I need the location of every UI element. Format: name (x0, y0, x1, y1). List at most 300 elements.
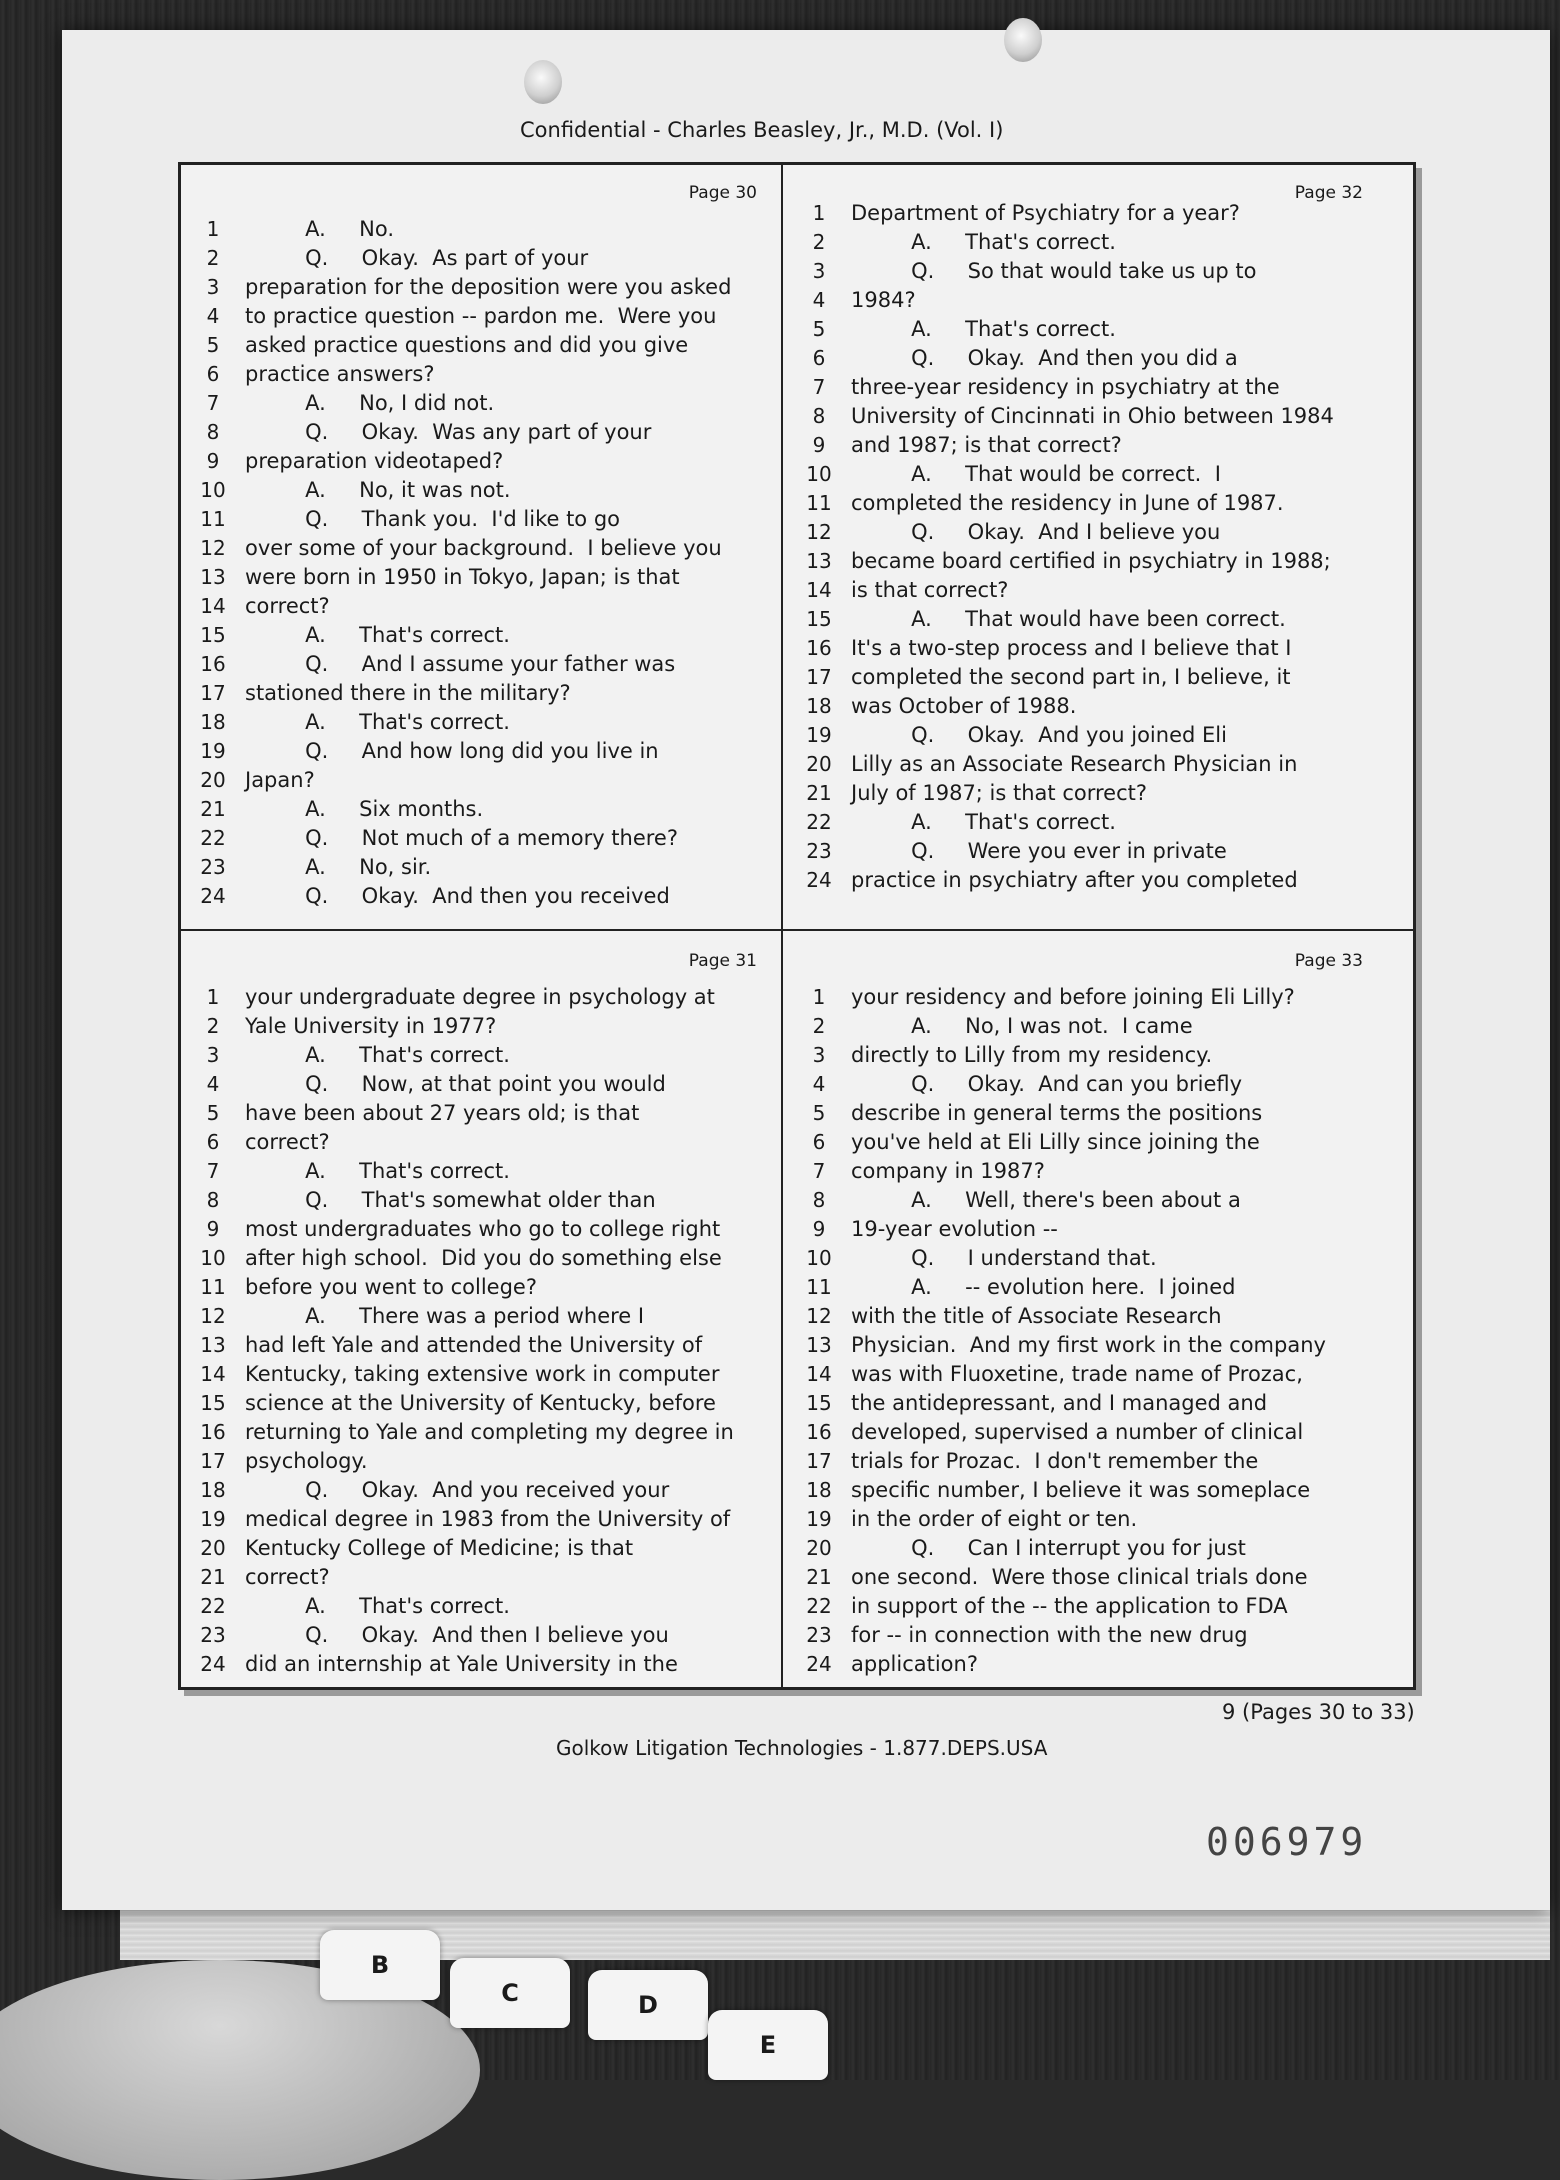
line-text: after high school. Did you do something else (245, 1246, 722, 1270)
transcript-line (193, 1041, 768, 1070)
line-number: 6 (812, 1130, 826, 1154)
transcript-line (193, 1012, 768, 1041)
line-number: 22 (806, 810, 832, 834)
line-text: correct? (245, 1565, 330, 1589)
line-text: A. That would be correct. I (851, 462, 1221, 486)
line-text: Q. So that would take us up to (851, 259, 1257, 283)
transcript-line (193, 302, 768, 331)
line-number: 1 (206, 217, 220, 241)
transcript-line (193, 983, 768, 1012)
transcript-line (193, 1244, 768, 1273)
index-tab-b[interactable]: B (320, 1930, 440, 2000)
line-text: did an internship at Yale University in the (245, 1652, 678, 1676)
line-number: 21 (200, 797, 226, 821)
line-number: 2 (206, 1014, 220, 1038)
line-number: 4 (206, 304, 220, 328)
line-text: Department of Psychiatry for a year? (851, 201, 1240, 225)
transcript-line (193, 1331, 768, 1360)
line-number: 5 (812, 1101, 826, 1125)
line-number: 22 (806, 1594, 832, 1618)
line-text: Q. Can I interrupt you for just (851, 1536, 1246, 1560)
line-number: 2 (812, 230, 826, 254)
line-number: 21 (806, 781, 832, 805)
line-text: University of Cincinnati in Ohio between 1984 (851, 404, 1334, 428)
line-number: 17 (200, 681, 226, 705)
line-text: A. -- evolution here. I joined (851, 1275, 1236, 1299)
transcript-line (799, 1418, 1374, 1447)
transcript-line (193, 650, 768, 679)
document-header-title: Confidential - Charles Beasley, Jr., M.D. (Vol. I) (520, 118, 1004, 142)
line-text: A. That's correct. (245, 1043, 510, 1067)
line-text: preparation for the deposition were you asked (245, 275, 732, 299)
transcript-line (193, 389, 768, 418)
line-number: 23 (200, 855, 226, 879)
transcript-line (193, 1186, 768, 1215)
transcript-line (799, 663, 1374, 692)
page-panel-31 (181, 933, 771, 1693)
transcript-line (193, 621, 768, 650)
line-text: most undergraduates who go to college right (245, 1217, 721, 1241)
line-text: Kentucky, taking extensive work in computer (245, 1362, 720, 1386)
line-text: Q. I understand that. (851, 1246, 1157, 1270)
line-text: Q. That's somewhat older than (245, 1188, 656, 1212)
line-number: 12 (806, 520, 832, 544)
line-number: 9 (206, 449, 220, 473)
transcript-line (193, 215, 768, 244)
line-number: 20 (806, 1536, 832, 1560)
transcript-line (799, 1360, 1374, 1389)
transcript-line (799, 1476, 1374, 1505)
transcript-line (799, 1012, 1374, 1041)
line-text: correct? (245, 594, 330, 618)
line-text: in the order of eight or ten. (851, 1507, 1138, 1531)
line-text: Q. Thank you. I'd like to go (245, 507, 621, 531)
line-text: were born in 1950 in Tokyo, Japan; is that (245, 565, 680, 589)
line-number: 3 (206, 275, 220, 299)
line-number: 1 (812, 985, 826, 1009)
line-number: 23 (806, 839, 832, 863)
transcript-line (799, 983, 1374, 1012)
transcript-line (799, 1389, 1374, 1418)
line-number: 15 (806, 607, 832, 631)
index-tab-c[interactable]: C (450, 1958, 570, 2028)
transcript-line (193, 1621, 768, 1650)
line-text: one second. Were those clinical trials done (851, 1565, 1308, 1589)
line-number: 13 (806, 1333, 832, 1357)
transcript-line (193, 592, 768, 621)
transcript-line (799, 837, 1374, 866)
line-text: A. That's correct. (851, 230, 1116, 254)
line-text: A. That would have been correct. (851, 607, 1286, 631)
line-number: 13 (200, 565, 226, 589)
transcript-line (799, 518, 1374, 547)
transcript-line (193, 1505, 768, 1534)
line-number: 19 (200, 739, 226, 763)
line-text: Lilly as an Associate Research Physician in (851, 752, 1298, 776)
line-text: A. No, I did not. (245, 391, 495, 415)
transcript-line (193, 1592, 768, 1621)
line-text: July of 1987; is that correct? (851, 781, 1147, 805)
transcript-line (193, 1302, 768, 1331)
line-text: A. No, I was not. I came (851, 1014, 1193, 1038)
transcript-line (799, 547, 1374, 576)
line-number: 20 (806, 752, 832, 776)
line-text: A. That's correct. (245, 1594, 510, 1618)
transcript-line (799, 779, 1374, 808)
transcript-line (799, 344, 1374, 373)
transcript-line (799, 373, 1374, 402)
line-number: 24 (806, 1652, 832, 1676)
transcript-line (193, 244, 768, 273)
line-number: 9 (206, 1217, 220, 1241)
line-number: 17 (806, 1449, 832, 1473)
transcript-line (193, 737, 768, 766)
footer-company: Golkow Litigation Technologies - 1.877.DEPS.USA (556, 1736, 1048, 1760)
transcript-line (799, 1273, 1374, 1302)
line-text: you've held at Eli Lilly since joining the (851, 1130, 1260, 1154)
line-number: 20 (200, 768, 226, 792)
line-text: A. That's correct. (245, 710, 510, 734)
line-text: A. No, sir. (245, 855, 432, 879)
line-text: Japan? (245, 768, 315, 792)
line-text: over some of your background. I believe you (245, 536, 722, 560)
transcript-line (193, 1157, 768, 1186)
line-text: Q. Okay. Was any part of your (245, 420, 652, 444)
line-number: 21 (200, 1565, 226, 1589)
line-number: 7 (206, 1159, 220, 1183)
transcript-line (193, 795, 768, 824)
transcript-lines (799, 983, 1374, 1679)
transcript-line (193, 1650, 768, 1679)
transcript-line (193, 708, 768, 737)
line-number: 11 (806, 1275, 832, 1299)
transcript-line (799, 1331, 1374, 1360)
transcript-line (799, 1592, 1374, 1621)
transcript-line (193, 1534, 768, 1563)
line-text: correct? (245, 1130, 330, 1154)
line-text: directly to Lilly from my residency. (851, 1043, 1213, 1067)
line-number: 10 (200, 478, 226, 502)
line-number: 18 (200, 1478, 226, 1502)
transcript-line (193, 447, 768, 476)
transcript-line (799, 1563, 1374, 1592)
line-text: is that correct? (851, 578, 1009, 602)
transcript-line (799, 431, 1374, 460)
grid-divider-vertical (781, 165, 783, 1687)
line-text: practice in psychiatry after you completed (851, 868, 1298, 892)
line-number: 4 (812, 288, 826, 312)
transcript-line (193, 853, 768, 882)
line-number: 23 (200, 1623, 226, 1647)
line-text: Q. Okay. And then you did a (851, 346, 1238, 370)
transcript-line (193, 1273, 768, 1302)
line-text: have been about 27 years old; is that (245, 1101, 640, 1125)
transcript-line (799, 1621, 1374, 1650)
line-text: Q. Were you ever in private (851, 839, 1227, 863)
line-text: Physician. And my first work in the company (851, 1333, 1326, 1357)
line-text: the antidepressant, and I managed and (851, 1391, 1268, 1415)
transcript-line (799, 460, 1374, 489)
line-number: 16 (200, 652, 226, 676)
line-text: Kentucky College of Medicine; is that (245, 1536, 634, 1560)
condensed-transcript-grid (178, 162, 1416, 1690)
transcript-line (799, 1244, 1374, 1273)
line-text: Q. Now, at that point you would (245, 1072, 666, 1096)
line-text: 19-year evolution -- (851, 1217, 1058, 1241)
transcript-line (193, 1563, 768, 1592)
transcript-line (193, 476, 768, 505)
page-number-label: Page 30 (688, 183, 757, 203)
line-text: Q. And I assume your father was (245, 652, 676, 676)
line-text: A. That's correct. (851, 317, 1116, 341)
line-number: 2 (206, 246, 220, 270)
transcript-line (799, 257, 1374, 286)
line-number: 3 (206, 1043, 220, 1067)
transcript-line (193, 273, 768, 302)
bates-number: 006979 (1206, 1820, 1368, 1864)
line-number: 11 (806, 491, 832, 515)
line-number: 7 (206, 391, 220, 415)
line-number: 3 (812, 1043, 826, 1067)
line-number: 12 (200, 536, 226, 560)
transcript-line (193, 563, 768, 592)
line-text: A. That's correct. (245, 1159, 510, 1183)
line-text: application? (851, 1652, 978, 1676)
transcript-line (799, 576, 1374, 605)
line-number: 14 (200, 594, 226, 618)
line-text: preparation videotaped? (245, 449, 504, 473)
line-text: A. No. (245, 217, 394, 241)
line-text: It's a two-step process and I believe that I (851, 636, 1292, 660)
line-text: psychology. (245, 1449, 368, 1473)
line-number: 14 (200, 1362, 226, 1386)
line-number: 5 (206, 1101, 220, 1125)
transcript-line (799, 1215, 1374, 1244)
index-tab-d[interactable]: D (588, 1970, 708, 2040)
transcript-line (193, 505, 768, 534)
line-number: 24 (200, 884, 226, 908)
page-number-label: Page 33 (1294, 951, 1363, 971)
line-number: 6 (206, 1130, 220, 1154)
line-text: specific number, I believe it was someplace (851, 1478, 1311, 1502)
line-text: Yale University in 1977? (245, 1014, 497, 1038)
transcript-line (193, 1418, 768, 1447)
line-text: Q. Okay. As part of your (245, 246, 589, 270)
transcript-line (193, 1360, 768, 1389)
transcript-line (193, 679, 768, 708)
transcript-line (799, 1534, 1374, 1563)
page-panel-33 (787, 933, 1377, 1693)
transcript-line (799, 866, 1374, 895)
line-number: 18 (200, 710, 226, 734)
line-number: 14 (806, 1362, 832, 1386)
line-number: 24 (806, 868, 832, 892)
transcript-lines (193, 215, 768, 911)
transcript-line (799, 1099, 1374, 1128)
line-text: Q. Okay. And I believe you (851, 520, 1221, 544)
line-number: 17 (806, 665, 832, 689)
line-text: A. There was a period where I (245, 1304, 645, 1328)
transcript-line (799, 1128, 1374, 1157)
page-number-label: Page 32 (1294, 183, 1363, 203)
page-panel-32 (787, 165, 1377, 925)
transcript-line (799, 402, 1374, 431)
line-text: practice answers? (245, 362, 435, 386)
line-text: and 1987; is that correct? (851, 433, 1122, 457)
line-number: 18 (806, 694, 832, 718)
line-text: returning to Yale and completing my degree in (245, 1420, 734, 1444)
line-text: Q. Okay. And you received your (245, 1478, 670, 1502)
transcript-line (799, 1447, 1374, 1476)
transcript-line (799, 315, 1374, 344)
line-number: 17 (200, 1449, 226, 1473)
line-text: asked practice questions and did you give (245, 333, 689, 357)
line-text: Q. And how long did you live in (245, 739, 659, 763)
line-number: 15 (200, 623, 226, 647)
line-number: 15 (806, 1391, 832, 1415)
transcript-line (799, 1041, 1374, 1070)
line-number: 7 (812, 1159, 826, 1183)
line-number: 10 (200, 1246, 226, 1270)
line-number: 14 (806, 578, 832, 602)
line-text: before you went to college? (245, 1275, 537, 1299)
line-text: Q. Okay. And then you received (245, 884, 670, 908)
line-number: 3 (812, 259, 826, 283)
line-text: developed, supervised a number of clinical (851, 1420, 1304, 1444)
line-number: 11 (200, 1275, 226, 1299)
line-text: trials for Prozac. I don't remember the (851, 1449, 1259, 1473)
transcript-line (799, 721, 1374, 750)
binder-hole-left (524, 60, 562, 104)
transcript-line (193, 331, 768, 360)
line-number: 6 (206, 362, 220, 386)
transcript-line (193, 1476, 768, 1505)
line-text: describe in general terms the positions (851, 1101, 1263, 1125)
line-number: 9 (812, 433, 826, 457)
transcript-line (799, 199, 1374, 228)
line-text: stationed there in the military? (245, 681, 571, 705)
line-text: completed the residency in June of 1987. (851, 491, 1284, 515)
line-text: Q. Okay. And can you briefly (851, 1072, 1243, 1096)
line-number: 22 (200, 826, 226, 850)
line-text: A. Well, there's been about a (851, 1188, 1241, 1212)
line-number: 23 (806, 1623, 832, 1647)
line-number: 8 (206, 420, 220, 444)
line-number: 16 (806, 636, 832, 660)
line-text: to practice question -- pardon me. Were you (245, 304, 717, 328)
line-number: 10 (806, 462, 832, 486)
line-text: A. That's correct. (851, 810, 1116, 834)
line-text: with the title of Associate Research (851, 1304, 1222, 1328)
line-text: company in 1987? (851, 1159, 1045, 1183)
line-number: 12 (200, 1304, 226, 1328)
transcript-line (799, 286, 1374, 315)
line-text: your residency and before joining Eli Lilly? (851, 985, 1295, 1009)
line-number: 11 (200, 507, 226, 531)
line-text: your undergraduate degree in psychology at (245, 985, 715, 1009)
transcript-line (193, 1128, 768, 1157)
line-number: 8 (812, 404, 826, 428)
line-text: A. Six months. (245, 797, 484, 821)
line-number: 2 (812, 1014, 826, 1038)
line-text: was with Fluoxetine, trade name of Prozac, (851, 1362, 1303, 1386)
line-text: had left Yale and attended the University of (245, 1333, 703, 1357)
line-text: Q. Okay. And you joined Eli (851, 723, 1227, 747)
grid-divider-horizontal (181, 929, 1413, 931)
line-number: 22 (200, 1594, 226, 1618)
line-number: 13 (200, 1333, 226, 1357)
page-number-label: Page 31 (688, 951, 757, 971)
line-text: A. That's correct. (245, 623, 510, 647)
binder-hole-right (1004, 18, 1042, 62)
line-number: 12 (806, 1304, 832, 1328)
line-text: became board certified in psychiatry in 1988; (851, 549, 1331, 573)
transcript-line (193, 418, 768, 447)
line-number: 16 (806, 1420, 832, 1444)
line-number: 8 (206, 1188, 220, 1212)
transcript-line (799, 1186, 1374, 1215)
transcript-line (193, 766, 768, 795)
line-number: 4 (206, 1072, 220, 1096)
transcript-line (193, 1389, 768, 1418)
transcript-line (799, 1505, 1374, 1534)
transcript-line (799, 228, 1374, 257)
transcript-line (799, 1302, 1374, 1331)
line-number: 19 (200, 1507, 226, 1531)
line-number: 24 (200, 1652, 226, 1676)
line-number: 19 (806, 1507, 832, 1531)
transcript-line (799, 1157, 1374, 1186)
transcript-lines (799, 199, 1374, 895)
line-number: 20 (200, 1536, 226, 1560)
transcript-line (193, 1070, 768, 1099)
line-number: 19 (806, 723, 832, 747)
line-number: 5 (206, 333, 220, 357)
transcript-line (799, 808, 1374, 837)
line-number: 7 (812, 375, 826, 399)
line-number: 4 (812, 1072, 826, 1096)
transcript-line (193, 1215, 768, 1244)
line-text: Q. Not much of a memory there? (245, 826, 679, 850)
line-number: 18 (806, 1478, 832, 1502)
line-number: 5 (812, 317, 826, 341)
transcript-lines (193, 983, 768, 1679)
line-text: A. No, it was not. (245, 478, 511, 502)
page-panel-30 (181, 165, 771, 925)
transcript-line (799, 605, 1374, 634)
line-number: 16 (200, 1420, 226, 1444)
transcript-line (799, 1070, 1374, 1099)
line-number: 21 (806, 1565, 832, 1589)
line-text: three-year residency in psychiatry at the (851, 375, 1280, 399)
transcript-line (193, 882, 768, 911)
index-tab-e[interactable]: E (708, 2010, 828, 2080)
line-text: was October of 1988. (851, 694, 1077, 718)
transcript-line (799, 750, 1374, 779)
line-text: Q. Okay. And then I believe you (245, 1623, 669, 1647)
line-number: 9 (812, 1217, 826, 1241)
transcript-line (193, 1447, 768, 1476)
line-text: for -- in connection with the new drug (851, 1623, 1248, 1647)
transcript-line (193, 824, 768, 853)
transcript-line (193, 534, 768, 563)
line-number: 1 (812, 201, 826, 225)
line-number: 1 (206, 985, 220, 1009)
line-number: 15 (200, 1391, 226, 1415)
line-text: completed the second part in, I believe, it (851, 665, 1291, 689)
transcript-line (193, 360, 768, 389)
transcript-line (799, 1650, 1374, 1679)
